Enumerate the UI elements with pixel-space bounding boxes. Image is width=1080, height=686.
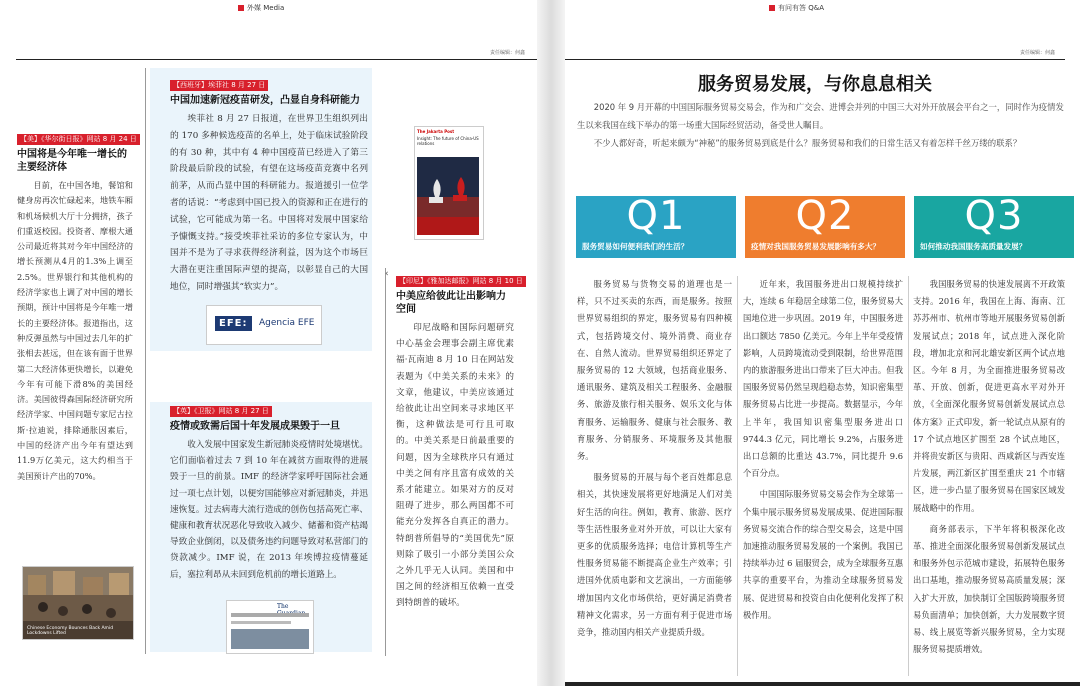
article-4-source: 【英】《卫报》网站 8 月 27 日 [170,406,272,417]
section-tag-label: 外媒 Media [247,4,285,12]
section-tag-media [238,3,284,13]
answer-1-paragraph-1: 服务贸易与货物交易的道理也是一样，只不过买卖的东西，而是服务。按照世界贸易组织的界定，服务贸易有四种模式，包括跨境交付、境外消费、商业存在、自然人流动。世界贸易组织还界定了服务贸易的 12 大领域，包括商业服务、通讯服务、建筑及相关工程服务、金融服务、旅游及旅行相关服务、娱乐文化与体育服务、运输服务、健康与社会服务、教育服务、分销服务、环境服务及其他服务。 [577,279,732,462]
bottom-rule [565,682,1080,686]
left-page [0,0,537,686]
q1-number: Q1 [626,193,686,239]
article-4-thumbnail [226,600,314,654]
section-tag-qa [769,3,824,13]
article-3-source: 【印尼】《雅加达邮报》网站 8 月 10 日 [396,276,526,287]
column-divider-4 [908,276,909,676]
header-rule [565,59,1065,60]
answer-3-paragraph-2: 商务部表示，下半年将积极深化改革、推进全面深化服务贸易创新发展试点和服务外包示范城市建设，拓展特色服务出口基地，推动服务贸易高质量发展；深入扩大开放，加快制订全国版跨境服务贸易负面清单；加快创新，大力发展数字贸易、线上展览等新兴服务贸易，全力实现服务贸易提质增效。 [913,523,1065,655]
thumb-photo [231,629,309,649]
chess-flag-image [417,157,479,235]
article-1-photo-caption: Chinese Economy Bounces Back Amid Lockdowns Lifted [27,626,114,636]
answer-3-paragraph-1: 我国服务贸易的快速发展离不开政策支持。2016 年，我国在上海、海南、江苏苏州市、杭州市等地开展服务贸易创新发展试点；2018 年，试点进入深化阶段，增加北京和河北雄安新区两个试点地区。今年 8 月，为全面推进服务贸易改革、开放、创新，促进更高水平对外开放，《全面深化服务贸易创新发展试点总体方案》正式印发，新一轮试点从原有的 17 个试点地区扩围至 28 个试点地区，并将贵安新区与贵阳、西咸新区与西安连片发展，两江新区扩围至重庆 21 个市辖区，进一步凸显了服务贸易在国家区域发展战略中的作用。 [913,279,1065,513]
thumb-text-line [231,621,291,624]
column-divider-2 [385,268,386,656]
answer-2-paragraph-1: 近年来，我国服务进出口规模持续扩大，连续 6 年稳居全球第二位，服务贸易大国地位进一步巩固。2019 年，中国服务进出口额达 7850 亿美元。今年上半年受疫情影响，人员跨境流动受到限制，给世界范围内的旅游服务进出口带来了巨大冲击。但我国服务贸易仍然呈现趋稳态势，知识密集型服务贸易占比进一步提高。数据显示，今年上半年，我国知识密集型服务进出口 9744.3 亿元，同比增长 9.2%，占服务进出口总额的比重达 43.7%，同比提升 9.6 个百分点。 [743,279,903,479]
answer-1-paragraph-2: 服务贸易的开展与每个老百姓都息息相关，其快速发展将更好地满足人们对美好生活的向往。例如，教育、旅游、医疗等生活性服务业对外开放，可以让大家有更多的优质服务选择；电信计算机等生产性服务贸易能不断提高企业生产效率；引进国外优质电影和文艺演出，一方面能够增加国内文化市场供给，更好满足消费者精神文化需求，另一方面有利于促进市场竞争，推动国内相关产业提质升级。 [577,472,732,638]
article-2 [170,72,368,296]
intro-paragraph-2: 不少人都好奇，听起来颇为“神秘”的服务贸易到底是什么？服务贸易和我们的日常生活又有着怎样千丝万缕的联系？ [593,138,1022,148]
article-1 [17,126,137,484]
jakarta-post-headline: Insight: The future of China-US relations [417,136,479,146]
article-3-title: 中美应给彼此让出影响力空间 [396,291,506,315]
efe-logo-text: Agencia EFE [259,318,315,328]
article-3 [396,268,523,612]
right-page [565,0,1080,686]
section-marker-icon [769,5,775,11]
q2-question: 疫情对我国服务贸易发展影响有多大？ [751,242,881,251]
jakarta-post-masthead: The Jakarta Post [417,129,455,134]
spine-gutter [537,0,565,686]
editor-credit: 责任编辑：何鑫 [490,50,526,56]
answer-3 [913,276,1065,658]
editor-credit: 责任编辑：何鑫 [1020,50,1056,56]
efe-logo [206,305,322,345]
article-4-title: 疫情或致需后国十年发展成果毁于一旦 [170,421,340,432]
article-4-body: 收入发展中国家发生新冠肺炎疫情时处境堪忧。它们面临着过去 7 到 10 年在减贫方面取得的进展毁于一旦的前景。IMF 的经济学家呼吁国际社会通过一项七点计划，以便穷国能够应对新冠肺炎，并迅速恢复。过去病毒大流行造成的创伤包括高死亡率、健康和教育状况恶化导致收入减少、储蓄和资产枯竭导致企业倒闭，以及债务违约问题导致对私营部门的贷款减少。IMF 说，在 2013 年埃博拉疫情蔓延后，塞拉利昂从未回到危机前的增长道路上。 [170,440,368,580]
article-3-body: 印尼战略和国际问题研究中心基金会理事会副主席优素福·瓦南迪 8 月 10 日在网站发表题为《中美关系的未来》的文章，他建议，中美应该通过给彼此让出空间来寻求地区平衡，这种做法是可行且可取的。中美关系是日前最重要的问题，因为全球秩序只有通过中美之间有序且富有成效的关系才能建立。如果对方的反对阻碍了进步，那么两国都不可能充分发挥各自真正的潜力。特朗普所倡导的“美国优先”原则除了吸引一小部分美国公众之外几乎无人认同。美国和中国之间的经济相互依赖一直受到特朗普的破坏。 [396,323,514,609]
section-marker-icon [238,5,244,11]
article-2-title: 中国加速新冠疫苗研发，凸显自身科研能力 [170,95,360,106]
article-2-body: 埃菲社 8 月 27 日报道，在世界卫生组织列出的 170 多种候选疫苗的名单上，处于临床试验阶段的有 30 种，其中有 4 种中国疫苗已经进入了第三阶段最后阶段的试验，有望在这场疫苗竞赛中名列前茅，从而凸显中国的科研能力。报道援引一位学者的话说：“考虑到中国已投入的资源和正在进行的试验，它可能成为第一名。中国将对发展中国家给予慷慨支持。”接受埃菲社采访的多位专家认为，中国并不是为了寻求获得经济利益，因为这个市场巨大潜在更注重国际声望的提高，以彰显自己的大国地位，同时增强其“软实力”。 [170,114,368,292]
article-1-source: 【美】《华尔街日报》网站 8 月 24 日 [17,134,140,145]
answer-1 [577,276,732,641]
q2-number: Q2 [795,193,855,239]
q3-number: Q3 [964,193,1024,239]
article-1-body: 目前，在中国各地，餐馆和健身房再次忙碌起来，地铁车厢和机场候机大厅十分拥挤，孩子们重返校园。投资者、摩根大通公司最近将其对今年中国经济的增长预测从4月的1.3%上调至2.5%。世界银行和其他机构的经济学家也上调了对中国的增长预期，预计中国将是今年唯一增长的主要经济体。报道指出，这种反弹虽然与中国过去几年的扩张相去甚远，但在该有面于世界第二大经济体更快增长，以避免今年有可能下滑8%的美国经济。美国彼得森国际经济研究所经济学家、中国问题专家尼古拉斯·拉迪说，排除通胀因素后，中国的经济产出今年有望达到11.9万亿美元，这大约相当于美国预计产出的70%。 [17,180,133,481]
thumb-text-line [231,613,309,617]
page-headline: 服务贸易发展，与你息息相关 [698,74,932,95]
efe-logo-mark: EFE: [215,316,252,331]
article-3-thumbnail [414,126,484,240]
answer-2 [743,276,903,624]
q3-question: 如何推动我国服务高质量发展？ [920,242,1027,251]
q3-tile [914,193,1074,258]
intro-paragraph-1: 2020 年 9 月开幕的中国国际服务贸易交易会，作为和广交会、进博会并列的中国三大对外开放展会平台之一，同时作为疫情发生以来我国在线下举办的第一场重大国际经贸活动，备受世人瞩目。 [577,102,1064,130]
column-divider-3 [737,276,738,676]
article-1-photo [22,566,134,640]
chevron-right-icon: ‹ [385,269,389,279]
article-1-title: 中国将是今年唯一增长的主要经济体 [17,149,127,173]
article-2-source: 【西班牙】埃菲社 8 月 27 日 [170,80,268,91]
section-tag-label: 有问有答 Q&A [778,4,824,12]
answer-2-paragraph-2: 中国国际服务贸易交易会作为全球第一个集中展示服务贸易发展成果、促进国际服务贸易交流合作的综合型交易会，这是中国加速推动服务贸易发展的一个案例。我国已持续举办过 6 届服贸会，成为全球服务互惠共享的重要平台，为推动全球服务贸易发展、促进贸易和投资自由化便利化发挥了积极作用。 [743,489,903,620]
header-rule [16,59,537,60]
column-divider-1 [145,68,146,654]
q2-tile [745,193,905,258]
q1-tile [576,193,736,258]
q1-question: 服务贸易如何便利我们的生活？ [582,242,689,251]
article-4 [170,398,368,583]
guardian-masthead: The [277,603,289,610]
